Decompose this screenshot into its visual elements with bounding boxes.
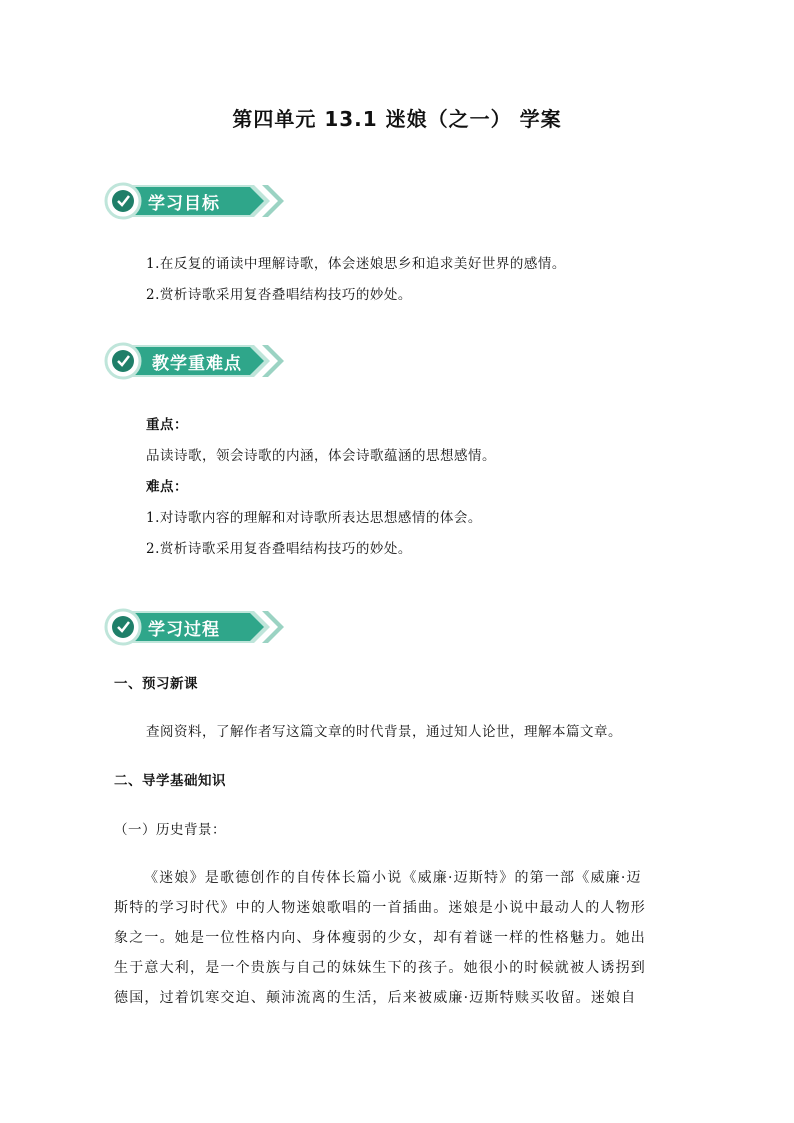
section-heading-key-points: 教学重难点 [152, 354, 242, 374]
body-line: 象之一。她是一位性格内向、身体瘦弱的少女，却有着谜一样的性格魅力。她出 [114, 930, 646, 946]
section-heading-process: 学习过程 [148, 620, 220, 640]
body-line: 德国，过着饥寒交迫、颠沛流离的生活，后来被威廉·迈斯特赎买收留。迷娘自 [114, 990, 637, 1006]
difficulty-item: 1.对诗歌内容的理解和对诗歌所表达思想感情的体会。 [146, 510, 482, 526]
body-line: 生于意大利，是一个贵族与自己的妹妹生下的孩子。她很小的时候就被人诱拐到 [114, 960, 646, 976]
section-banner-objectives [104, 181, 284, 225]
section-heading-objectives: 学习目标 [148, 194, 220, 214]
sub1-title: （一）历史背景： [114, 822, 226, 838]
objective-item: 1.在反复的诵读中理解诗歌，体会迷娘思乡和追求美好世界的感情。 [146, 256, 566, 272]
part1-title: 一、预习新课 [114, 676, 198, 692]
section-banner-process [104, 607, 284, 651]
difficulty-item: 2.赏析诗歌采用复沓叠唱结构技巧的妙处。 [146, 541, 412, 557]
focus-text: 品读诗歌，领会诗歌的内涵，体会诗歌蕴涵的思想感情。 [146, 448, 496, 464]
body-line: 《迷娘》是歌德创作的自传体长篇小说《威廉·迈斯特》的第一部《威廉·迈 [144, 870, 642, 886]
focus-label: 重点： [146, 417, 188, 433]
section-banner-key-points [104, 341, 284, 385]
objective-item: 2.赏析诗歌采用复沓叠唱结构技巧的妙处。 [146, 287, 412, 303]
history-background-text [114, 863, 684, 1013]
body-line: 斯特的学习时代》中的人物迷娘歌唱的一首插曲。迷娘是小说中最动人的人物形 [114, 900, 646, 916]
page-title: 第四单元 13.1 迷娘（之一） 学案 [232, 107, 562, 131]
part1-text: 查阅资料，了解作者写这篇文章的时代背景，通过知人论世，理解本篇文章。 [146, 724, 622, 740]
difficulty-label: 难点： [146, 479, 188, 495]
part2-title: 二、导学基础知识 [114, 773, 226, 789]
